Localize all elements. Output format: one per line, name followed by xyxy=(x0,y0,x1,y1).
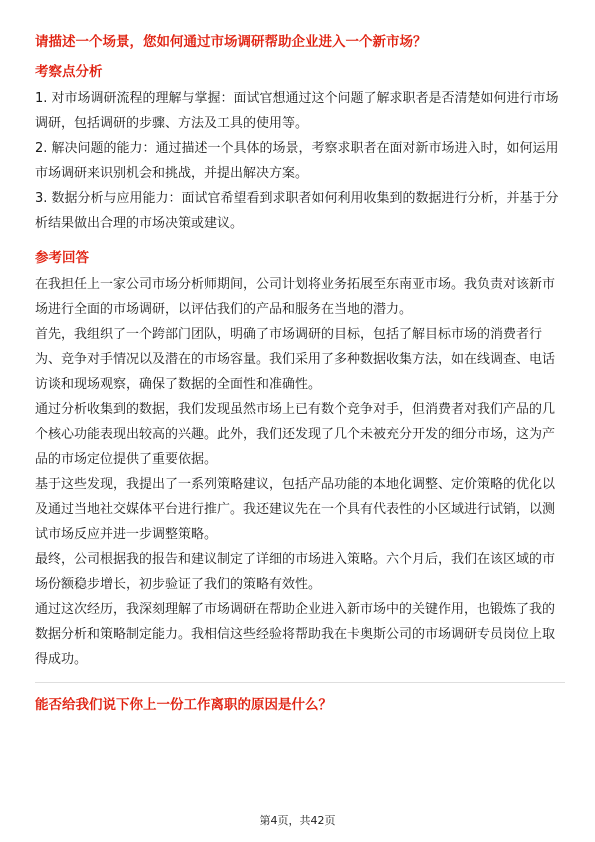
answer-paragraph-5: 最终，公司根据我的报告和建议制定了详细的市场进入策略。六个月后，我们在该区域的市场份额稳步增长，初步验证了我们的策略有效性。 xyxy=(35,552,556,592)
answer-paragraph-6: 通过这次经历，我深刻理解了市场调研在帮助企业进入新市场中的关键作用，也锻炼了我的数据分析和策略制定能力。我相信这些经验将帮助我在卡奥斯公司的市场调研专员岗位上取得成功。 xyxy=(35,602,556,667)
analysis-point-3: 3. 数据分析与应用能力：面试官希望看到求职者如何利用收集到的数据进行分析，并基于分析结果做出合理的市场决策或建议。 xyxy=(35,191,559,231)
next-question-title: 能否给我们说下你上一份工作离职的原因是什么？ xyxy=(35,697,332,713)
answer-paragraph-3: 通过分析收集到的数据，我们发现虽然市场上已有数个竞争对手，但消费者对我们产品的几个核心功能表现出较高的兴趣。此外，我们还发现了几个未被充分开发的细分市场，这为产品的市场定位提供了重要依据。 xyxy=(35,402,556,467)
page-content xyxy=(35,32,565,715)
answer-paragraph-2: 首先，我组织了一个跨部门团队，明确了市场调研的目标，包括了解目标市场的消费者行为、竞争对手情况以及潜在的市场容量。我们采用了多种数据收集方法，如在线调查、电话访谈和现场观察，确保了数据的全面性和准确性。 xyxy=(35,327,556,392)
page-footer: 第4页，共42页 xyxy=(259,814,336,827)
answer-paragraph-1: 在我担任上一家公司市场分析师期间，公司计划将业务拓展至东南亚市场。我负责对该新市场进行全面的市场调研，以评估我们的产品和服务在当地的潜力。 xyxy=(35,277,556,317)
analysis-point-1: 1. 对市场调研流程的理解与掌握：面试官想通过这个问题了解求职者是否清楚如何进行市场调研，包括调研的步骤、方法及工具的使用等。 xyxy=(35,91,559,131)
question-title: 请描述一个场景，您如何通过市场调研帮助企业进入一个新市场？ xyxy=(35,34,427,50)
analysis-heading: 考察点分析 xyxy=(35,64,103,80)
answer-paragraph-4: 基于这些发现，我提出了一系列策略建议，包括产品功能的本地化调整、定价策略的优化以及通过当地社交媒体平台进行推广。我还建议先在一个具有代表性的小区域进行试销，以测试市场反应并进一步调整策略。 xyxy=(35,477,556,542)
answer-heading: 参考回答 xyxy=(35,250,89,266)
section-divider xyxy=(35,682,565,683)
analysis-point-2: 2. 解决问题的能力：通过描述一个具体的场景，考察求职者在面对新市场进入时，如何运用市场调研来识别机会和挑战，并提出解决方案。 xyxy=(35,141,559,181)
